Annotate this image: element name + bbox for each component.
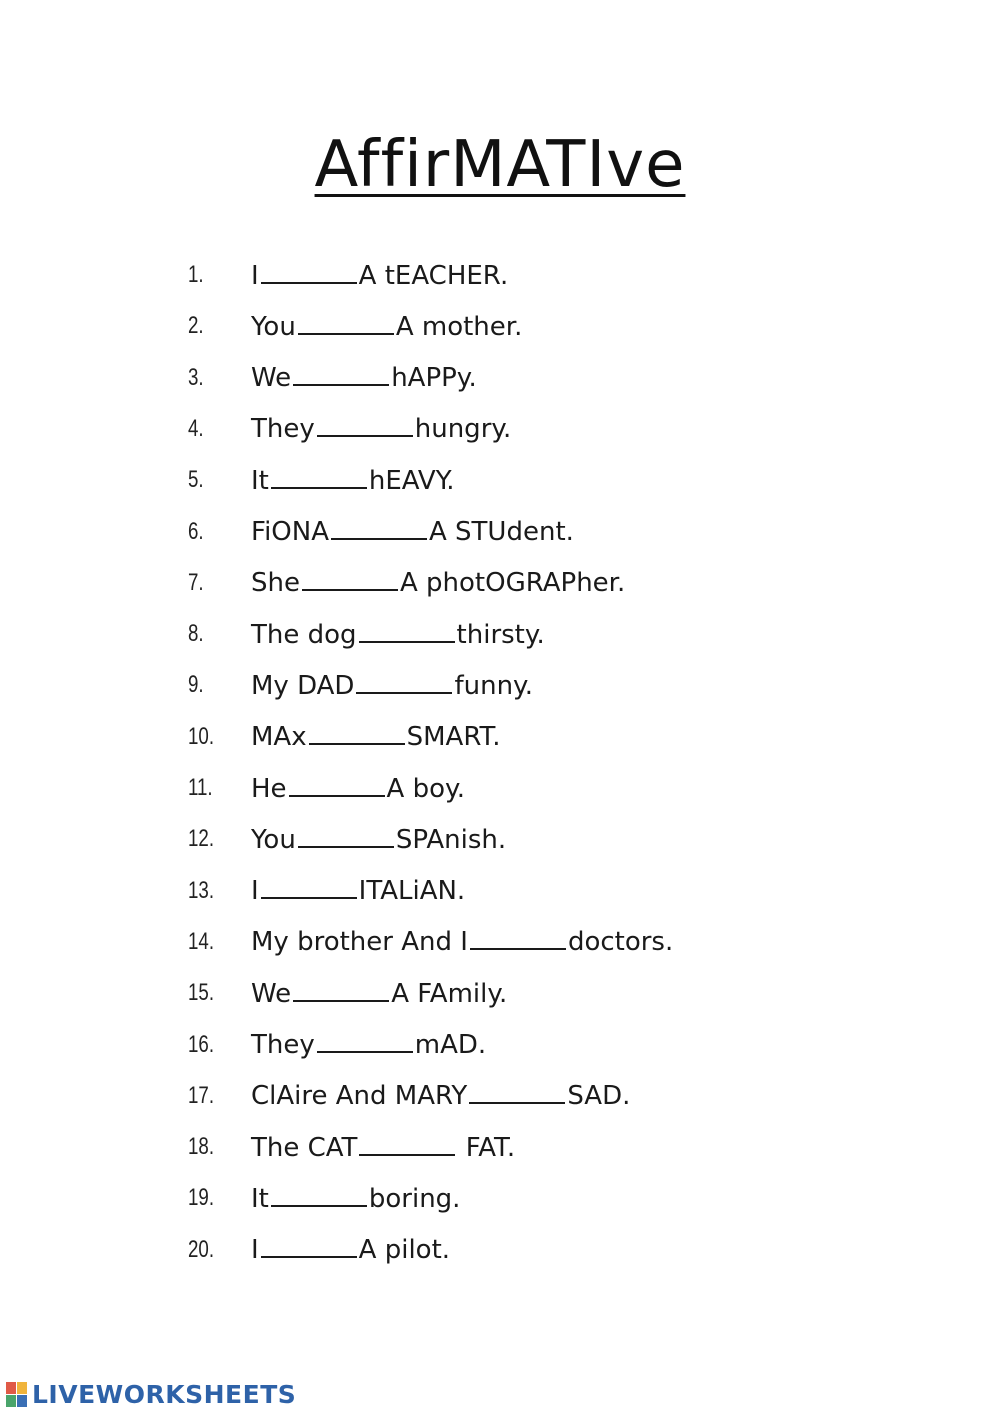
sentence-predicate: A mother. [395,311,523,342]
item-number: 20. [188,1235,215,1263]
sentence [251,311,522,342]
answer-blank[interactable] [317,1029,413,1053]
exercise-item [0,922,1000,962]
sentence-predicate: A tEACHER. [358,260,509,291]
exercise-item [0,306,1000,346]
sentence-subject: I [251,260,259,291]
answer-blank[interactable] [271,1183,367,1207]
sentence-subject: He [251,773,287,804]
sentence-predicate: funny. [454,670,534,701]
sentence [251,926,673,957]
sentence [251,1234,450,1265]
exercise-item [0,1127,1000,1167]
sentence-predicate: A STUdent. [429,517,574,547]
sentence-subject: My DAD [251,670,355,701]
sentence-predicate: mAD. [414,1030,487,1060]
sentence [251,413,511,444]
sentence [251,1029,486,1060]
sentence [251,721,501,752]
exercise-item [0,358,1000,398]
answer-blank[interactable] [469,1080,565,1104]
sentence-subject: My brother And I [251,927,468,958]
sentence-subject: We [251,363,292,394]
item-number: 18. [188,1133,215,1161]
exercise-item [0,717,1000,757]
answer-blank[interactable] [261,260,357,284]
sentence-subject: We [251,978,292,1009]
answer-blank[interactable] [261,875,357,899]
answer-blank[interactable] [331,516,427,540]
exercise-item [0,1025,1000,1065]
sentence-predicate: hEAVY. [368,465,455,496]
item-number: 7. [188,568,204,596]
sentence-predicate: A boy. [386,773,465,804]
sentence [251,773,465,804]
sentence-predicate: A photOGRAPher. [399,568,626,599]
answer-blank[interactable] [359,619,455,643]
sentence-subject: She [251,568,300,599]
sentence-subject: The CAT [251,1132,358,1163]
item-number: 11. [188,774,213,801]
exercise-item [0,768,1000,808]
item-number: 10. [188,722,215,750]
sentence [251,260,508,291]
sentence-subject: I [251,876,259,907]
liveworksheets-logo-icon [6,1382,28,1408]
sentence [251,1132,515,1163]
exercise-item [0,460,1000,500]
item-number: 9. [188,671,204,699]
answer-blank[interactable] [302,567,398,591]
exercise-item [0,409,1000,449]
item-number: 1. [188,261,204,288]
exercise-item [0,871,1000,911]
exercise-item [0,1230,1000,1270]
item-number: 13. [188,876,215,904]
item-number: 6. [188,517,204,545]
exercise-item [0,1178,1000,1218]
answer-blank[interactable] [317,413,413,437]
sentence [251,362,477,393]
item-number: 16. [188,1030,215,1058]
exercise-item [0,1076,1000,1116]
item-number: 19. [188,1184,215,1212]
sentence-subject: It [251,465,269,496]
sentence [251,1080,630,1111]
answer-blank[interactable] [298,824,394,848]
answer-blank[interactable] [298,311,394,335]
answer-blank[interactable] [289,773,385,797]
exercise-item [0,973,1000,1013]
sentence-subject: They [251,414,315,445]
sentence-subject: It [251,1183,269,1214]
answer-blank[interactable] [261,1234,357,1258]
sentence [251,619,545,650]
exercise-item [0,563,1000,603]
answer-blank[interactable] [309,721,405,745]
answer-blank[interactable] [293,362,389,386]
sentence [251,1183,460,1214]
sentence-predicate: hAPPy. [391,363,477,394]
sentence-predicate: FAT. [457,1132,516,1163]
sentence [251,516,574,547]
sentence-predicate: A FAmily. [391,978,508,1009]
item-number: 14. [188,927,215,955]
sentence-predicate: ITALiAN. [358,876,466,907]
sentence-predicate: SPAnish. [395,824,507,855]
sentence-predicate: A pilot. [358,1235,451,1266]
exercise-item [0,512,1000,552]
item-number: 12. [188,825,215,853]
sentence-predicate: boring. [368,1183,461,1214]
item-number: 15. [188,979,215,1007]
item-number: 4. [188,414,204,442]
sentence-subject: The dog [251,619,357,650]
answer-blank[interactable] [470,926,566,950]
sentence [251,824,506,855]
answer-blank[interactable] [356,670,452,694]
page-title [0,128,1000,202]
exercise-item [0,614,1000,654]
sentence-predicate: SMART. [406,722,501,753]
sentence [251,978,507,1009]
sentence-subject: You [251,311,296,342]
sentence [251,670,533,701]
exercise-item [0,255,1000,295]
footer-brand [6,1380,296,1409]
page-title-text: AffirMATIve [314,128,686,202]
sentence-predicate: SAD. [567,1081,631,1112]
sentence [251,465,455,496]
answer-blank[interactable] [293,978,389,1002]
sentence [251,875,465,906]
item-number: 3. [188,363,204,391]
item-number: 17. [188,1081,215,1109]
sentence-predicate: thirsty. [456,619,545,650]
item-number: 8. [188,620,204,648]
sentence-predicate: doctors. [567,927,674,958]
sentence-subject: You [251,824,296,855]
exercise-item [0,665,1000,705]
sentence-subject: FiONA [251,517,329,547]
item-number: 5. [188,466,204,494]
sentence-predicate: hungry. [414,414,512,445]
brand-name: LIVEWORKSHEETS [32,1380,297,1409]
sentence-subject: ClAire And MARY [251,1081,468,1112]
sentence-subject: They [251,1030,315,1060]
item-number: 2. [188,312,204,340]
exercise-item [0,819,1000,859]
sentence-subject: MAx [251,722,307,753]
answer-blank[interactable] [271,465,367,489]
sentence [251,567,625,598]
answer-blank[interactable] [359,1132,455,1156]
sentence-subject: I [251,1235,259,1266]
